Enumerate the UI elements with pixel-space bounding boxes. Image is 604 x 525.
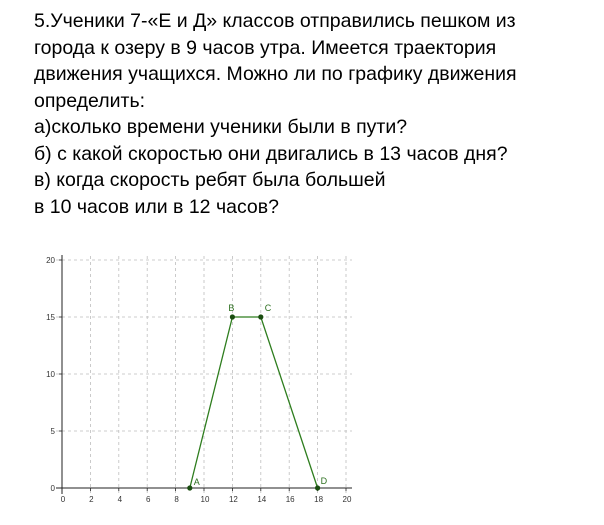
x-tick-label: 12 bbox=[228, 495, 238, 504]
problem-line: определить: bbox=[34, 89, 146, 112]
y-tick-label: 0 bbox=[50, 484, 55, 493]
point-label: D bbox=[320, 476, 328, 486]
tick-labels bbox=[46, 256, 352, 504]
x-tick-label: 20 bbox=[342, 495, 352, 504]
question-b: б) с какой скоростью они двигались в 13 часов дня? bbox=[34, 142, 508, 165]
x-tick-label: 6 bbox=[145, 495, 151, 504]
problem-line: города к озеру в 9 часов утра. Имеется траектория bbox=[34, 36, 497, 59]
problem-text bbox=[34, 8, 600, 220]
x-tick-label: 18 bbox=[314, 495, 324, 504]
y-tick-label: 10 bbox=[46, 370, 55, 379]
x-tick-label: 2 bbox=[89, 495, 94, 504]
x-tick-label: 0 bbox=[60, 495, 66, 504]
chart-canvas bbox=[28, 255, 388, 517]
points bbox=[187, 303, 327, 491]
problem-line: 5.Ученики 7-«Е и Д» классов отправились пешком из bbox=[34, 10, 516, 32]
problem-line: движения учащихся. Можно ли по графику движения bbox=[34, 63, 517, 85]
x-tick-label: 10 bbox=[200, 495, 210, 504]
question-c-continued: в 10 часов или в 12 часов? bbox=[34, 195, 279, 218]
series bbox=[190, 317, 318, 488]
point-label: B bbox=[228, 303, 235, 313]
point-c bbox=[258, 314, 263, 319]
point-b bbox=[230, 314, 235, 319]
x-tick-label: 4 bbox=[117, 495, 123, 504]
point-a bbox=[187, 485, 192, 490]
x-tick-label: 14 bbox=[257, 495, 267, 504]
question-a: а)сколько времени ученики были в пути? bbox=[34, 116, 408, 138]
point-d bbox=[315, 485, 320, 490]
y-tick-label: 15 bbox=[46, 313, 55, 322]
trajectory-line bbox=[190, 317, 318, 488]
x-tick-label: 16 bbox=[285, 495, 295, 504]
point-label: A bbox=[193, 477, 200, 487]
point-label: C bbox=[264, 303, 272, 313]
y-tick-label: 5 bbox=[50, 427, 55, 436]
distance-time-chart bbox=[28, 255, 388, 517]
question-c: в) когда скорость ребят была большей bbox=[34, 169, 386, 191]
x-tick-label: 8 bbox=[174, 495, 179, 504]
y-tick-label: 20 bbox=[46, 256, 55, 265]
